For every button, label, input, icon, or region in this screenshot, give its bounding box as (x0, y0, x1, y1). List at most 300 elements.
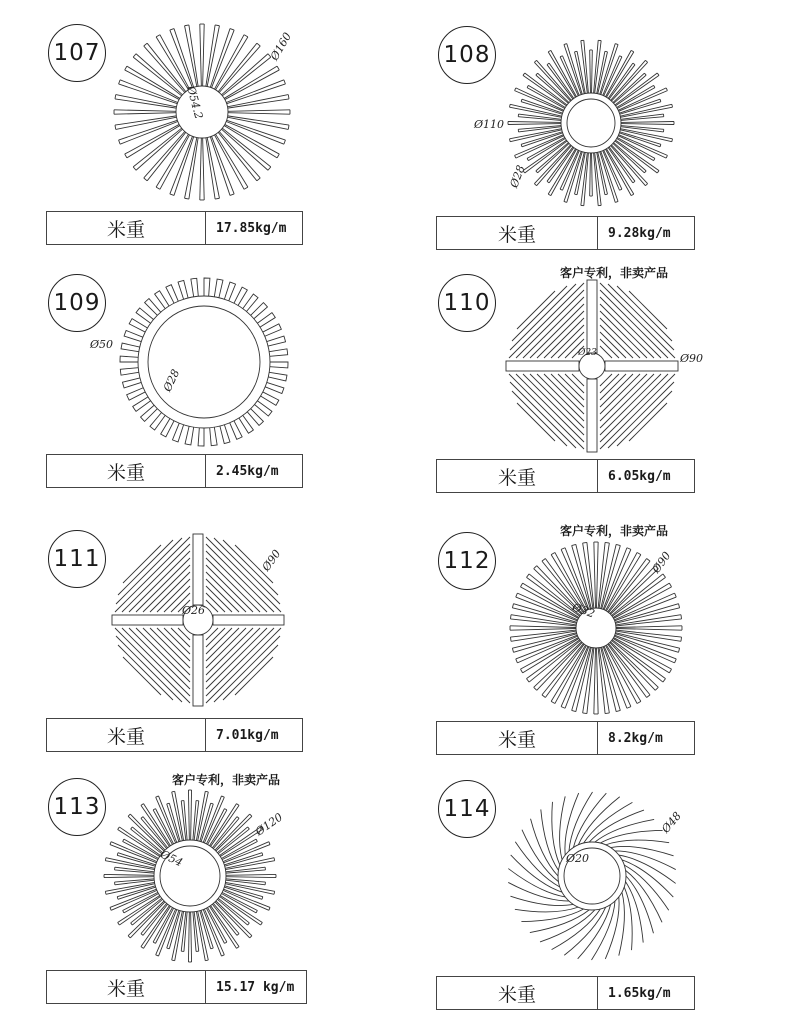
weight-value: 8.2kg/m (608, 730, 663, 746)
weight-label: 米重 (437, 722, 598, 754)
fin (509, 374, 584, 449)
fin-tip (167, 948, 170, 949)
fin-tip (172, 960, 175, 961)
fin (572, 374, 584, 386)
fin (629, 291, 667, 329)
fin-tip (170, 194, 174, 196)
fin (596, 542, 598, 608)
inner-diameter-label: Ø23 (578, 348, 597, 358)
fin-tip (248, 827, 250, 829)
fin (206, 628, 260, 682)
fin-tip (516, 659, 518, 663)
fin-tip (131, 827, 133, 829)
fin (206, 586, 232, 612)
fin (203, 138, 205, 200)
arm (506, 361, 579, 371)
fin-tip (215, 198, 219, 199)
fin-tip (123, 910, 124, 912)
fin-tip (615, 201, 618, 202)
fin (200, 24, 202, 86)
heatsink-drawing (118, 276, 290, 448)
heatsink-profile (118, 276, 290, 448)
fin-tip (672, 104, 673, 107)
fin (214, 636, 280, 702)
fin (560, 796, 566, 859)
fin-tip (185, 25, 189, 26)
heatsink-drawing (504, 278, 680, 454)
fin-tip (616, 710, 620, 711)
fin-tip (637, 701, 641, 703)
fin-tip (527, 85, 528, 87)
fin-tip (250, 936, 252, 938)
heatsink-profile (110, 532, 286, 708)
fin (615, 604, 678, 623)
fin-tip (224, 809, 226, 810)
profile-lines (508, 40, 674, 205)
fin (255, 401, 272, 416)
outer-diameter-label: Ø90 (259, 547, 284, 574)
fin (600, 374, 626, 400)
fin (122, 544, 190, 612)
patent-note: 客户专利，非卖产品 (560, 266, 669, 280)
fin-tip (647, 695, 650, 698)
fin (206, 558, 260, 612)
fin (156, 134, 188, 187)
fin (164, 628, 190, 654)
fin-tip (277, 154, 279, 158)
fin-tip (547, 63, 549, 65)
fin (600, 283, 675, 358)
fin (268, 372, 287, 381)
fin-tip (666, 88, 667, 91)
product-number: 109 (48, 274, 106, 332)
fin (216, 37, 248, 90)
fin (615, 634, 678, 653)
fin (617, 286, 672, 341)
fin-tip (510, 139, 511, 142)
fin (621, 124, 674, 125)
fin (198, 428, 204, 446)
fin-tip (657, 73, 659, 75)
profile-lines (506, 280, 678, 452)
fin (510, 628, 576, 630)
fin (114, 110, 176, 112)
fin (600, 332, 626, 358)
fin-tip (261, 922, 263, 925)
arm (605, 361, 678, 371)
fin-tip (118, 827, 120, 830)
fin-tip (520, 669, 522, 673)
fin (270, 362, 288, 368)
fin-tip (627, 548, 631, 550)
fin-tip (516, 593, 518, 597)
fin (621, 122, 674, 123)
fin (118, 540, 173, 595)
heatsink-profile (102, 788, 278, 964)
weight-label: 米重 (437, 977, 598, 1009)
fin-tip (681, 637, 682, 641)
fin-tip (663, 574, 666, 577)
fin (203, 24, 205, 86)
weight-value: 6.05kg/m (608, 468, 671, 484)
fin-tip (244, 187, 248, 189)
fin (185, 426, 194, 445)
fin-tip (236, 947, 239, 949)
fin-tip (269, 842, 270, 845)
fin-tip (156, 955, 159, 956)
weight-label: 米重 (47, 455, 206, 487)
fin (515, 907, 578, 912)
fin (541, 809, 559, 870)
fin-tip (117, 897, 118, 900)
fin-tip (123, 839, 124, 841)
fin (616, 628, 682, 630)
fin-tip (512, 604, 513, 608)
fin (624, 865, 669, 910)
fin (129, 319, 147, 332)
fin (600, 304, 654, 358)
fin-tip (631, 194, 634, 195)
fin (608, 148, 633, 183)
fin-tip (250, 814, 252, 816)
fin-tip (170, 29, 174, 31)
fin-tip (515, 88, 516, 91)
outer-diameter-label: Ø90 (680, 352, 704, 365)
fin-tip (534, 566, 537, 569)
fin-tip (672, 139, 673, 142)
weight-box (436, 459, 695, 493)
fin-tip (257, 43, 260, 46)
fin-tip (274, 858, 275, 861)
center-bore (567, 99, 615, 147)
fin-tip (645, 60, 647, 62)
profile-lines (104, 790, 276, 962)
fin (269, 349, 287, 356)
fin-tip (110, 842, 111, 845)
fin (517, 403, 555, 441)
fin-tip (115, 95, 116, 99)
fin-tip (288, 95, 289, 99)
fin (508, 122, 561, 123)
fin-tip (125, 154, 127, 158)
fin-tip (521, 99, 522, 102)
fin-tip (615, 44, 618, 45)
fin-tip (141, 817, 143, 819)
fin (118, 645, 173, 700)
fin (608, 382, 674, 448)
fin (624, 887, 632, 950)
arm (587, 379, 597, 452)
fin (206, 628, 239, 661)
fin (596, 648, 598, 714)
fin (124, 330, 143, 341)
fin (508, 124, 561, 125)
weight-value: 2.45kg/m (216, 463, 279, 479)
fin (104, 877, 154, 878)
fin (510, 626, 576, 628)
heatsink-drawing (110, 532, 286, 708)
inner-diameter-label: Ø32 (570, 600, 597, 621)
weight-box (436, 721, 695, 755)
fin (178, 628, 190, 640)
fin-tip (510, 637, 511, 641)
fin (218, 43, 257, 91)
fin (595, 819, 654, 842)
fin-tip (526, 574, 529, 577)
fin (558, 374, 584, 400)
fin (204, 278, 210, 296)
heatsink-drawing (102, 788, 278, 964)
weight-label: 米重 (437, 217, 598, 249)
fin-tip (605, 542, 609, 543)
fin (114, 113, 176, 115)
fin-tip (230, 194, 234, 196)
fin-tip (269, 907, 270, 910)
fin (123, 545, 161, 583)
product-number: 108 (438, 26, 496, 84)
outer-diameter-label: Ø48 (659, 809, 684, 836)
fin (572, 647, 591, 710)
fin (133, 397, 151, 411)
fin-tip (548, 194, 551, 195)
fin (514, 634, 577, 653)
fin (206, 600, 218, 612)
fin-tip (657, 171, 659, 173)
fin-tip (221, 796, 224, 797)
fin-tip (654, 158, 655, 160)
fin-tip (575, 51, 578, 52)
fin-tip (620, 56, 622, 57)
fin-tip (647, 558, 650, 561)
fin (530, 304, 584, 358)
fin (210, 427, 217, 445)
fin-tip (167, 803, 170, 804)
heatsink-drawing (506, 38, 676, 208)
inner-diameter-label: Ø20 (566, 852, 590, 865)
fin (537, 311, 584, 358)
fin (206, 628, 253, 675)
product-number: 107 (48, 24, 106, 82)
fin (615, 73, 657, 105)
fin (247, 409, 263, 426)
fin-tip (144, 43, 147, 46)
fin-tip (561, 707, 565, 709)
product-number: 110 (438, 274, 496, 332)
fin (115, 537, 190, 612)
fin-tip (119, 140, 121, 144)
fin (514, 604, 577, 623)
fin-tip (128, 936, 130, 938)
fin (600, 374, 633, 407)
fin (261, 392, 279, 405)
fin-tip (156, 796, 159, 797)
fin (166, 285, 178, 304)
fin (552, 802, 560, 865)
arm (587, 280, 597, 353)
fin-tip (277, 66, 279, 70)
fin-tip (133, 167, 136, 170)
fin-tip (237, 934, 239, 936)
fin-tip (211, 948, 214, 949)
fin (220, 425, 230, 444)
fin (206, 544, 274, 612)
fin (510, 382, 576, 448)
fin (510, 284, 576, 350)
fin (120, 368, 138, 375)
fin-tip (542, 695, 545, 698)
fin-tip (244, 35, 248, 37)
fin-tip (128, 814, 130, 816)
fin (121, 343, 140, 352)
fin-tip (542, 558, 545, 561)
fin-tip (268, 167, 271, 170)
fin-tip (644, 73, 646, 75)
patent-note: 客户专利，非卖产品 (172, 773, 281, 787)
fin (172, 423, 183, 442)
fin (584, 802, 633, 843)
fin-tip (631, 50, 634, 51)
fin-tip (669, 583, 671, 587)
fin (616, 626, 682, 628)
fin-tip (284, 140, 286, 144)
fin-tip (583, 542, 587, 543)
fin (222, 57, 270, 96)
weight-value: 1.65kg/m (608, 985, 671, 1001)
inner-diameter-label: Ø28 (160, 367, 183, 394)
fin (156, 37, 188, 90)
fin (123, 657, 161, 695)
fin-tip (605, 51, 608, 52)
weight-box (436, 976, 695, 1010)
fin (224, 66, 277, 98)
fin (226, 877, 276, 878)
fin-tip (660, 99, 661, 102)
weight-value: 9.28kg/m (608, 225, 671, 241)
fin-tip (534, 687, 537, 690)
fin (224, 126, 277, 158)
fin-tip (110, 907, 111, 910)
fin (115, 628, 190, 703)
fin (257, 313, 275, 327)
fin-tip (118, 922, 120, 925)
fin (512, 286, 567, 341)
fin (222, 128, 270, 167)
fin-tip (561, 548, 565, 550)
fin-tip (105, 858, 106, 861)
fin (512, 391, 567, 446)
fin (629, 403, 667, 441)
fin (206, 537, 281, 612)
fin (150, 413, 165, 430)
fin (537, 374, 584, 421)
fin-tip (105, 891, 106, 894)
fin-tip (156, 35, 160, 37)
fin (161, 419, 174, 437)
fin-tip (678, 648, 679, 652)
fin-tip (141, 934, 143, 936)
fin (226, 874, 276, 875)
fin-tip (274, 891, 275, 894)
fin-tip (237, 817, 239, 819)
fin (133, 128, 181, 167)
fin (218, 132, 257, 180)
fin-tip (284, 80, 286, 84)
fin (600, 374, 654, 428)
fin (251, 303, 268, 319)
fin-tip (564, 44, 567, 45)
fin (228, 113, 290, 115)
fin-tip (248, 923, 250, 925)
fin-tip (551, 552, 555, 554)
profile-lines (508, 792, 676, 960)
fin (509, 283, 584, 358)
fin (243, 294, 258, 311)
fin-tip (547, 181, 549, 183)
fin (136, 628, 190, 682)
fin-tip (257, 178, 260, 181)
fin-tip (211, 803, 214, 804)
weight-box (46, 970, 307, 1004)
product-number: 111 (48, 530, 106, 588)
product-number: 114 (438, 780, 496, 838)
fin-tip (141, 947, 144, 949)
profile-lines (112, 534, 284, 706)
fin (606, 840, 669, 845)
fin-tip (510, 615, 511, 619)
fin-tip (627, 707, 631, 709)
fin (578, 904, 611, 958)
fin (600, 325, 633, 358)
fin-tip (669, 669, 671, 673)
inner-diameter-label: Ø54.2 (184, 84, 206, 121)
fin-tip (221, 955, 224, 956)
fin (267, 336, 286, 346)
fin (127, 126, 180, 158)
heatsink-profile (506, 790, 678, 962)
product-number: 112 (438, 532, 496, 590)
fin (540, 910, 595, 942)
fin-tip (644, 171, 646, 173)
fin (122, 628, 190, 696)
fin (552, 909, 601, 950)
fin (155, 291, 169, 309)
fin (602, 647, 621, 710)
fin-tip (523, 73, 525, 75)
weight-label: 米重 (47, 719, 206, 751)
fin-tip (583, 713, 587, 714)
fin (515, 842, 560, 887)
fin-tip (534, 60, 536, 62)
fin (551, 374, 584, 407)
fin-tip (236, 804, 239, 806)
outer-diameter-label: Ø50 (90, 338, 114, 351)
fin (141, 405, 158, 421)
fin (525, 141, 567, 173)
fin-tip (637, 552, 641, 554)
fin-tip (133, 54, 136, 57)
fin (517, 291, 555, 329)
fin (589, 810, 644, 842)
fin (608, 284, 674, 350)
fin (206, 628, 281, 703)
patent-note: 客户专利，非卖产品 (560, 524, 669, 538)
fin (191, 790, 192, 840)
fin (600, 346, 612, 358)
fin-tip (205, 791, 208, 792)
fin (590, 153, 591, 196)
weight-label: 米重 (437, 460, 598, 492)
fin (223, 645, 278, 700)
